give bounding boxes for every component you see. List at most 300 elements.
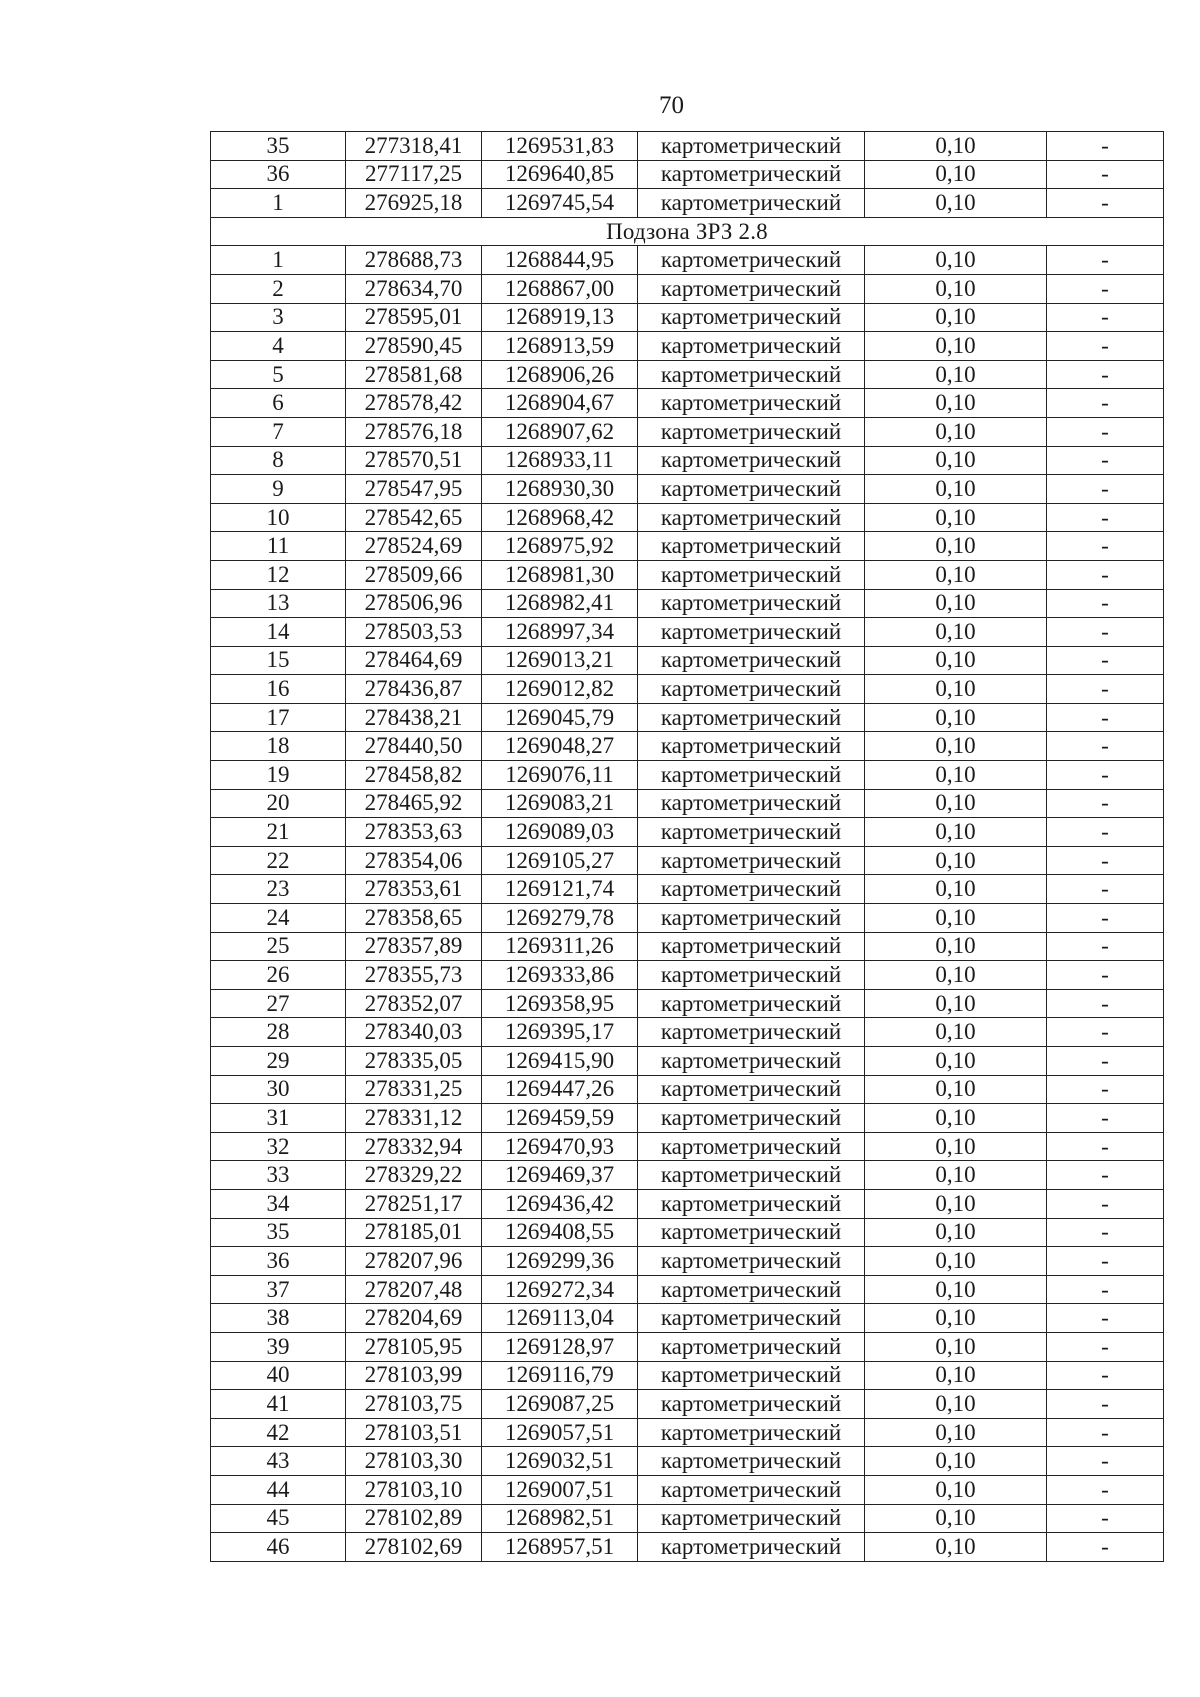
- table-row: [211, 675, 1164, 704]
- point-number-cell: 22: [211, 846, 346, 875]
- point-number-cell: 43: [211, 1447, 346, 1476]
- point-number-cell: 45: [211, 1504, 346, 1533]
- point-number-cell: 2: [211, 274, 346, 303]
- accuracy-cell: 0,10: [865, 1533, 1047, 1562]
- method-cell: картометрический: [638, 732, 865, 761]
- description-cell: -: [1047, 1533, 1164, 1562]
- point-number-cell: 20: [211, 789, 346, 818]
- table-row: [211, 560, 1164, 589]
- y-coordinate-cell: 1268933,11: [482, 446, 638, 475]
- page-number: 70: [659, 92, 684, 119]
- method-cell: картометрический: [638, 646, 865, 675]
- point-number-cell: 23: [211, 875, 346, 904]
- y-coordinate-cell: 1269105,27: [482, 846, 638, 875]
- method-cell: картометрический: [638, 989, 865, 1018]
- point-number-cell: 10: [211, 503, 346, 532]
- description-cell: -: [1047, 274, 1164, 303]
- table-row: [211, 1161, 1164, 1190]
- table-row: [211, 189, 1164, 218]
- method-cell: картометрический: [638, 761, 865, 790]
- y-coordinate-cell: 1269469,37: [482, 1161, 638, 1190]
- point-number-cell: 37: [211, 1275, 346, 1304]
- accuracy-cell: 0,10: [865, 1332, 1047, 1361]
- table-row: [211, 303, 1164, 332]
- point-number-cell: 40: [211, 1361, 346, 1390]
- y-coordinate-cell: 1268981,30: [482, 560, 638, 589]
- x-coordinate-cell: 278102,69: [346, 1533, 482, 1562]
- point-number-cell: 39: [211, 1332, 346, 1361]
- x-coordinate-cell: 278465,92: [346, 789, 482, 818]
- table-row: [211, 589, 1164, 618]
- y-coordinate-cell: 1269089,03: [482, 818, 638, 847]
- y-coordinate-cell: 1269116,79: [482, 1361, 638, 1390]
- point-number-cell: 9: [211, 475, 346, 504]
- method-cell: картометрический: [638, 1418, 865, 1447]
- x-coordinate-cell: 278204,69: [346, 1304, 482, 1333]
- x-coordinate-cell: 278251,17: [346, 1189, 482, 1218]
- table-row: [211, 246, 1164, 275]
- x-coordinate-cell: 278440,50: [346, 732, 482, 761]
- accuracy-cell: 0,10: [865, 732, 1047, 761]
- point-number-cell: 41: [211, 1390, 346, 1419]
- x-coordinate-cell: 278105,95: [346, 1332, 482, 1361]
- y-coordinate-cell: 1268904,67: [482, 389, 638, 418]
- y-coordinate-cell: 1269032,51: [482, 1447, 638, 1476]
- x-coordinate-cell: 278542,65: [346, 503, 482, 532]
- description-cell: -: [1047, 446, 1164, 475]
- point-number-cell: 12: [211, 560, 346, 589]
- point-number-cell: 34: [211, 1189, 346, 1218]
- table-row: [211, 274, 1164, 303]
- x-coordinate-cell: 278352,07: [346, 989, 482, 1018]
- point-number-cell: 14: [211, 618, 346, 647]
- accuracy-cell: 0,10: [865, 1475, 1047, 1504]
- method-cell: картометрический: [638, 389, 865, 418]
- x-coordinate-cell: 278185,01: [346, 1218, 482, 1247]
- x-coordinate-cell: 278335,05: [346, 1047, 482, 1076]
- table-row: [211, 132, 1164, 161]
- x-coordinate-cell: 278578,42: [346, 389, 482, 418]
- x-coordinate-cell: 278576,18: [346, 417, 482, 446]
- table-row: [211, 1533, 1164, 1562]
- description-cell: -: [1047, 732, 1164, 761]
- description-cell: -: [1047, 1390, 1164, 1419]
- accuracy-cell: 0,10: [865, 532, 1047, 561]
- description-cell: -: [1047, 703, 1164, 732]
- table-row: [211, 1390, 1164, 1419]
- method-cell: картометрический: [638, 1504, 865, 1533]
- description-cell: -: [1047, 904, 1164, 933]
- accuracy-cell: 0,10: [865, 189, 1047, 218]
- method-cell: картометрический: [638, 1189, 865, 1218]
- description-cell: -: [1047, 818, 1164, 847]
- accuracy-cell: 0,10: [865, 417, 1047, 446]
- method-cell: картометрический: [638, 703, 865, 732]
- table-row: [211, 703, 1164, 732]
- table-row: [211, 417, 1164, 446]
- description-cell: -: [1047, 475, 1164, 504]
- x-coordinate-cell: 278103,75: [346, 1390, 482, 1419]
- accuracy-cell: 0,10: [865, 932, 1047, 961]
- accuracy-cell: 0,10: [865, 1361, 1047, 1390]
- table-row: [211, 1332, 1164, 1361]
- accuracy-cell: 0,10: [865, 789, 1047, 818]
- description-cell: -: [1047, 332, 1164, 361]
- point-number-cell: 21: [211, 818, 346, 847]
- table-row: [211, 961, 1164, 990]
- method-cell: картометрический: [638, 1104, 865, 1133]
- description-cell: -: [1047, 1218, 1164, 1247]
- description-cell: -: [1047, 989, 1164, 1018]
- table-row: [211, 618, 1164, 647]
- description-cell: -: [1047, 389, 1164, 418]
- method-cell: картометрический: [638, 1361, 865, 1390]
- description-cell: -: [1047, 618, 1164, 647]
- method-cell: картометрический: [638, 1533, 865, 1562]
- y-coordinate-cell: 1269045,79: [482, 703, 638, 732]
- x-coordinate-cell: 278503,53: [346, 618, 482, 647]
- y-coordinate-cell: 1268930,30: [482, 475, 638, 504]
- description-cell: -: [1047, 1504, 1164, 1533]
- point-number-cell: 38: [211, 1304, 346, 1333]
- point-number-cell: 27: [211, 989, 346, 1018]
- y-coordinate-cell: 1268957,51: [482, 1533, 638, 1562]
- accuracy-cell: 0,10: [865, 303, 1047, 332]
- accuracy-cell: 0,10: [865, 1018, 1047, 1047]
- accuracy-cell: 0,10: [865, 332, 1047, 361]
- table-row: [211, 646, 1164, 675]
- x-coordinate-cell: 278329,22: [346, 1161, 482, 1190]
- accuracy-cell: 0,10: [865, 875, 1047, 904]
- accuracy-cell: 0,10: [865, 961, 1047, 990]
- table-row: [211, 1475, 1164, 1504]
- x-coordinate-cell: 278595,01: [346, 303, 482, 332]
- y-coordinate-cell: 1269311,26: [482, 932, 638, 961]
- y-coordinate-cell: 1268906,26: [482, 360, 638, 389]
- accuracy-cell: 0,10: [865, 1418, 1047, 1447]
- subzone-title: Подзона ЗРЗ 2.8: [211, 217, 1164, 246]
- x-coordinate-cell: 278634,70: [346, 274, 482, 303]
- method-cell: картометрический: [638, 961, 865, 990]
- accuracy-cell: 0,10: [865, 560, 1047, 589]
- accuracy-cell: 0,10: [865, 1104, 1047, 1133]
- description-cell: -: [1047, 1361, 1164, 1390]
- method-cell: картометрический: [638, 904, 865, 933]
- method-cell: картометрический: [638, 1247, 865, 1276]
- method-cell: картометрический: [638, 1275, 865, 1304]
- accuracy-cell: 0,10: [865, 475, 1047, 504]
- table-row: [211, 1504, 1164, 1533]
- y-coordinate-cell: 1269113,04: [482, 1304, 638, 1333]
- point-number-cell: 36: [211, 160, 346, 189]
- table-row: [211, 389, 1164, 418]
- method-cell: картометрический: [638, 1332, 865, 1361]
- y-coordinate-cell: 1269299,36: [482, 1247, 638, 1276]
- point-number-cell: 31: [211, 1104, 346, 1133]
- description-cell: -: [1047, 1189, 1164, 1218]
- point-number-cell: 15: [211, 646, 346, 675]
- y-coordinate-cell: 1269121,74: [482, 875, 638, 904]
- y-coordinate-cell: 1269358,95: [482, 989, 638, 1018]
- point-number-cell: 5: [211, 360, 346, 389]
- x-coordinate-cell: 278102,89: [346, 1504, 482, 1533]
- description-cell: -: [1047, 789, 1164, 818]
- accuracy-cell: 0,10: [865, 1390, 1047, 1419]
- table-row: [211, 1418, 1164, 1447]
- method-cell: картометрический: [638, 274, 865, 303]
- y-coordinate-cell: 1268867,00: [482, 274, 638, 303]
- accuracy-cell: 0,10: [865, 1304, 1047, 1333]
- method-cell: картометрический: [638, 846, 865, 875]
- method-cell: картометрический: [638, 189, 865, 218]
- description-cell: -: [1047, 1332, 1164, 1361]
- accuracy-cell: 0,10: [865, 360, 1047, 389]
- point-number-cell: 6: [211, 389, 346, 418]
- point-number-cell: 33: [211, 1161, 346, 1190]
- y-coordinate-cell: 1268997,34: [482, 618, 638, 647]
- x-coordinate-cell: 278103,10: [346, 1475, 482, 1504]
- table-row: [211, 1447, 1164, 1476]
- y-coordinate-cell: 1269272,34: [482, 1275, 638, 1304]
- point-number-cell: 36: [211, 1247, 346, 1276]
- x-coordinate-cell: 278331,25: [346, 1075, 482, 1104]
- y-coordinate-cell: 1269048,27: [482, 732, 638, 761]
- point-number-cell: 28: [211, 1018, 346, 1047]
- table-row: [211, 1189, 1164, 1218]
- description-cell: -: [1047, 1104, 1164, 1133]
- point-number-cell: 25: [211, 932, 346, 961]
- method-cell: картометрический: [638, 360, 865, 389]
- y-coordinate-cell: 1269279,78: [482, 904, 638, 933]
- method-cell: картометрический: [638, 1018, 865, 1047]
- description-cell: -: [1047, 1447, 1164, 1476]
- accuracy-cell: 0,10: [865, 904, 1047, 933]
- description-cell: -: [1047, 360, 1164, 389]
- point-number-cell: 11: [211, 532, 346, 561]
- point-number-cell: 35: [211, 1218, 346, 1247]
- x-coordinate-cell: 278358,65: [346, 904, 482, 933]
- y-coordinate-cell: 1269408,55: [482, 1218, 638, 1247]
- table-row: [211, 818, 1164, 847]
- method-cell: картометрический: [638, 675, 865, 704]
- method-cell: картометрический: [638, 932, 865, 961]
- method-cell: картометрический: [638, 1132, 865, 1161]
- table-row: [211, 904, 1164, 933]
- method-cell: картометрический: [638, 1161, 865, 1190]
- accuracy-cell: 0,10: [865, 818, 1047, 847]
- method-cell: картометрический: [638, 532, 865, 561]
- point-number-cell: 4: [211, 332, 346, 361]
- point-number-cell: 32: [211, 1132, 346, 1161]
- accuracy-cell: 0,10: [865, 675, 1047, 704]
- y-coordinate-cell: 1268982,51: [482, 1504, 638, 1533]
- accuracy-cell: 0,10: [865, 1047, 1047, 1076]
- method-cell: картометрический: [638, 1390, 865, 1419]
- y-coordinate-cell: 1269087,25: [482, 1390, 638, 1419]
- table-row: [211, 932, 1164, 961]
- point-number-cell: 44: [211, 1475, 346, 1504]
- x-coordinate-cell: 278355,73: [346, 961, 482, 990]
- y-coordinate-cell: 1269057,51: [482, 1418, 638, 1447]
- method-cell: картометрический: [638, 1447, 865, 1476]
- y-coordinate-cell: 1269470,93: [482, 1132, 638, 1161]
- method-cell: картометрический: [638, 875, 865, 904]
- description-cell: -: [1047, 417, 1164, 446]
- y-coordinate-cell: 1268968,42: [482, 503, 638, 532]
- point-number-cell: 42: [211, 1418, 346, 1447]
- table-row: [211, 989, 1164, 1018]
- x-coordinate-cell: 278509,66: [346, 560, 482, 589]
- table-row: [211, 1132, 1164, 1161]
- y-coordinate-cell: 1268982,41: [482, 589, 638, 618]
- y-coordinate-cell: 1269640,85: [482, 160, 638, 189]
- y-coordinate-cell: 1269395,17: [482, 1018, 638, 1047]
- method-cell: картометрический: [638, 589, 865, 618]
- x-coordinate-cell: 278332,94: [346, 1132, 482, 1161]
- table-row: [211, 846, 1164, 875]
- method-cell: картометрический: [638, 1075, 865, 1104]
- method-cell: картометрический: [638, 618, 865, 647]
- x-coordinate-cell: 278590,45: [346, 332, 482, 361]
- y-coordinate-cell: 1269531,83: [482, 132, 638, 161]
- method-cell: картометрический: [638, 1047, 865, 1076]
- x-coordinate-cell: 278506,96: [346, 589, 482, 618]
- x-coordinate-cell: 278438,21: [346, 703, 482, 732]
- accuracy-cell: 0,10: [865, 1275, 1047, 1304]
- x-coordinate-cell: 278464,69: [346, 646, 482, 675]
- description-cell: -: [1047, 1275, 1164, 1304]
- point-number-cell: 24: [211, 904, 346, 933]
- y-coordinate-cell: 1268907,62: [482, 417, 638, 446]
- x-coordinate-cell: 277117,25: [346, 160, 482, 189]
- accuracy-cell: 0,10: [865, 1161, 1047, 1190]
- x-coordinate-cell: 278524,69: [346, 532, 482, 561]
- y-coordinate-cell: 1269012,82: [482, 675, 638, 704]
- y-coordinate-cell: 1268844,95: [482, 246, 638, 275]
- x-coordinate-cell: 278103,51: [346, 1418, 482, 1447]
- y-coordinate-cell: 1269459,59: [482, 1104, 638, 1133]
- table-row: [211, 332, 1164, 361]
- rows-before: [211, 132, 1164, 218]
- accuracy-cell: 0,10: [865, 274, 1047, 303]
- method-cell: картометрический: [638, 160, 865, 189]
- x-coordinate-cell: 278436,87: [346, 675, 482, 704]
- accuracy-cell: 0,10: [865, 1247, 1047, 1276]
- y-coordinate-cell: 1269436,42: [482, 1189, 638, 1218]
- description-cell: -: [1047, 1047, 1164, 1076]
- description-cell: -: [1047, 1247, 1164, 1276]
- x-coordinate-cell: 277318,41: [346, 132, 482, 161]
- description-cell: -: [1047, 303, 1164, 332]
- table-row: [211, 1247, 1164, 1276]
- table-row: [211, 875, 1164, 904]
- x-coordinate-cell: 278547,95: [346, 475, 482, 504]
- description-cell: -: [1047, 1418, 1164, 1447]
- accuracy-cell: 0,10: [865, 589, 1047, 618]
- table-row: [211, 1218, 1164, 1247]
- table-row: [211, 789, 1164, 818]
- description-cell: -: [1047, 160, 1164, 189]
- description-cell: -: [1047, 589, 1164, 618]
- description-cell: -: [1047, 1475, 1164, 1504]
- description-cell: -: [1047, 875, 1164, 904]
- method-cell: картометрический: [638, 789, 865, 818]
- accuracy-cell: 0,10: [865, 846, 1047, 875]
- point-number-cell: 26: [211, 961, 346, 990]
- description-cell: -: [1047, 1304, 1164, 1333]
- accuracy-cell: 0,10: [865, 389, 1047, 418]
- y-coordinate-cell: 1269076,11: [482, 761, 638, 790]
- description-cell: -: [1047, 646, 1164, 675]
- y-coordinate-cell: 1268913,59: [482, 332, 638, 361]
- accuracy-cell: 0,10: [865, 1447, 1047, 1476]
- description-cell: -: [1047, 503, 1164, 532]
- table-row: [211, 1275, 1164, 1304]
- description-cell: -: [1047, 1161, 1164, 1190]
- method-cell: картометрический: [638, 1304, 865, 1333]
- method-cell: картометрический: [638, 1218, 865, 1247]
- x-coordinate-cell: 278354,06: [346, 846, 482, 875]
- x-coordinate-cell: 278357,89: [346, 932, 482, 961]
- point-number-cell: 3: [211, 303, 346, 332]
- accuracy-cell: 0,10: [865, 989, 1047, 1018]
- description-cell: -: [1047, 246, 1164, 275]
- method-cell: картометрический: [638, 417, 865, 446]
- description-cell: -: [1047, 532, 1164, 561]
- table-row: [211, 732, 1164, 761]
- table-row: [211, 1104, 1164, 1133]
- method-cell: картометрический: [638, 503, 865, 532]
- point-number-cell: 7: [211, 417, 346, 446]
- subzone-header-row: [211, 217, 1164, 246]
- accuracy-cell: 0,10: [865, 1189, 1047, 1218]
- method-cell: картометрический: [638, 475, 865, 504]
- table-row: [211, 1361, 1164, 1390]
- description-cell: -: [1047, 932, 1164, 961]
- table-row: [211, 1304, 1164, 1333]
- description-cell: -: [1047, 846, 1164, 875]
- point-number-cell: 13: [211, 589, 346, 618]
- accuracy-cell: 0,10: [865, 132, 1047, 161]
- x-coordinate-cell: 278340,03: [346, 1018, 482, 1047]
- table-row: [211, 1075, 1164, 1104]
- method-cell: картометрический: [638, 132, 865, 161]
- y-coordinate-cell: 1269083,21: [482, 789, 638, 818]
- x-coordinate-cell: 278207,48: [346, 1275, 482, 1304]
- accuracy-cell: 0,10: [865, 703, 1047, 732]
- method-cell: картометрический: [638, 1475, 865, 1504]
- accuracy-cell: 0,10: [865, 503, 1047, 532]
- y-coordinate-cell: 1269007,51: [482, 1475, 638, 1504]
- point-number-cell: 46: [211, 1533, 346, 1562]
- table-row: [211, 446, 1164, 475]
- table-row: [211, 1018, 1164, 1047]
- description-cell: -: [1047, 189, 1164, 218]
- point-number-cell: 1: [211, 246, 346, 275]
- coordinates-table: [210, 131, 1164, 1562]
- table-row: [211, 1047, 1164, 1076]
- method-cell: картометрический: [638, 303, 865, 332]
- description-cell: -: [1047, 1018, 1164, 1047]
- method-cell: картометрический: [638, 560, 865, 589]
- x-coordinate-cell: 278458,82: [346, 761, 482, 790]
- x-coordinate-cell: 278688,73: [346, 246, 482, 275]
- table-row: [211, 360, 1164, 389]
- accuracy-cell: 0,10: [865, 160, 1047, 189]
- description-cell: -: [1047, 1132, 1164, 1161]
- point-number-cell: 16: [211, 675, 346, 704]
- description-cell: -: [1047, 560, 1164, 589]
